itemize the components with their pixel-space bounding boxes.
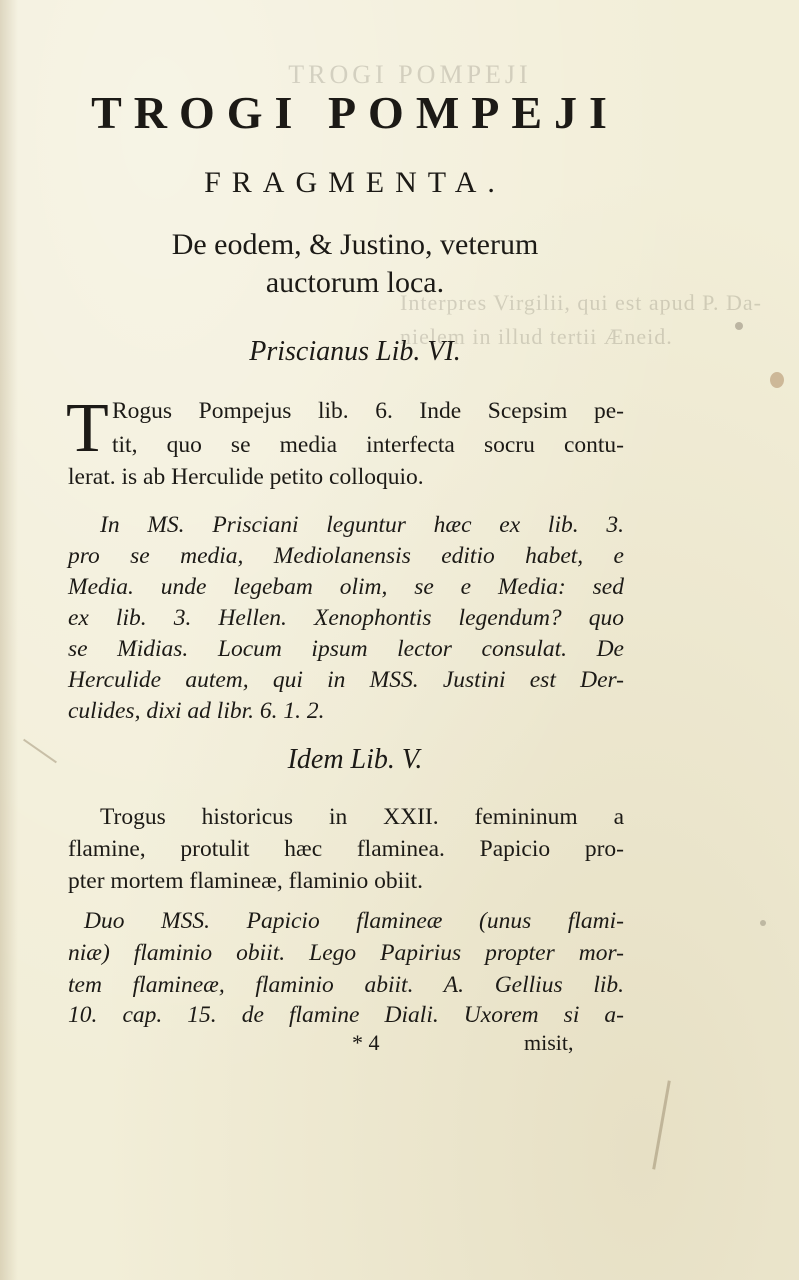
note-line: culides, dixi ad libr. 6. 1. 2. [68, 698, 325, 724]
foxing-stain [770, 372, 784, 388]
catchword: misit, [524, 1030, 574, 1055]
note-line: Duo MSS. Papicio flamineæ (unus flami- [84, 908, 624, 934]
signature-mark: * 4 [352, 1030, 380, 1055]
heading-line: auctorum loca. [265, 266, 445, 299]
page-edge-shadow [0, 0, 18, 1280]
paper-crease [23, 739, 57, 764]
note-line: 10. cap. 15. de flamine Diali. Uxorem si a- [68, 1002, 624, 1028]
page-title: TROGI POMPEJI [91, 87, 619, 138]
heading-line: De eodem, & Justino, veterum [171, 228, 539, 261]
paper-crease [652, 1080, 671, 1169]
note-line: In MS. Prisciani leguntur hæc ex lib. 3. [100, 512, 624, 538]
section-title: Priscianus Lib. VI. [249, 336, 461, 367]
bleed-line: nielem in illud tertii Æneid. [400, 324, 673, 349]
note-line: ex lib. 3. Hellen. Xenophontis legendum? quo [68, 605, 624, 631]
note-line: niæ) flaminio obiit. Lego Papirius propter mor- [68, 940, 624, 966]
text-line: Trogus historicus in XXII. femininum a [100, 804, 624, 830]
text-line: lerat. is ab Herculide petito colloquio. [68, 464, 424, 490]
bleed-line: Interpres Virgilii, qui est apud P. Da- [400, 290, 762, 315]
drop-initial: T [66, 390, 109, 467]
text-line: pter mortem flamineæ, flaminio obiit. [68, 868, 424, 894]
text-line: Rogus Pompejus lib. 6. Inde Scepsim pe- [112, 398, 624, 424]
note-line: se Midias. Locum ipsum lector consulat. De [68, 636, 624, 662]
foxing-stain [760, 920, 766, 926]
section-title: Idem Lib. V. [287, 744, 423, 775]
note-line: tem flamineæ, flaminio abiit. A. Gellius lib. [68, 972, 624, 998]
note-line: Herculide autem, qui in MSS. Justini est Der- [68, 667, 624, 693]
bleed-line: TROGI POMPEJI [288, 60, 532, 89]
page-subtitle: FRAGMENTA. [204, 166, 506, 199]
text-line: tit, quo se media interfecta socru contu- [112, 432, 624, 458]
note-line: pro se media, Mediolanensis editio habet, e [68, 543, 624, 569]
text-line: flamine, protulit hæc flaminea. Papicio pro- [68, 836, 624, 862]
note-line: Media. unde legebam olim, se e Media: sed [68, 574, 624, 600]
foxing-stain [735, 322, 743, 330]
